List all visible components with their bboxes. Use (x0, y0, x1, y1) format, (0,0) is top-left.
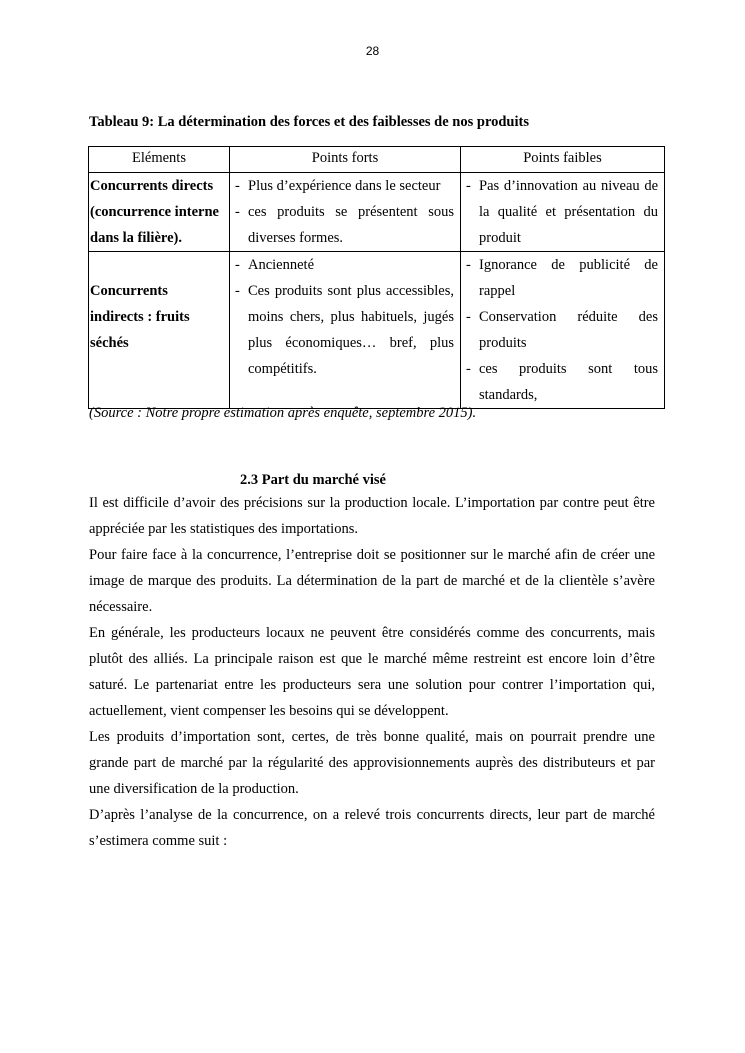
page-number: 28 (365, 44, 380, 58)
header-weaknesses: Points faibles (461, 147, 665, 173)
section-body (89, 490, 655, 854)
strength-item: - ces produits se présentent sous diverses formes. (230, 199, 454, 251)
table-source-note: (Source : Notre propre estimation après enquête, septembre 2015). (89, 405, 477, 421)
table-header-row (89, 147, 665, 173)
row-weaknesses-cell (461, 173, 665, 252)
weakness-item: - Ignorance de publicité de rappel (461, 252, 658, 304)
row-strengths-cell (230, 173, 461, 252)
table-caption: Tableau 9: La détermination des forces et des faiblesses de nos produits (89, 114, 529, 130)
table-row (89, 252, 665, 409)
paragraph: Pour faire face à la concurrence, l’entreprise doit se positionner sur le marché afin de créer une image de marque des produits. La détermination de la part de marché et de la clientèle s’avère nécessaire. (89, 547, 655, 615)
row-element-cell (89, 252, 230, 409)
row-element-label: Concurrents indirects : fruits séchés (90, 283, 190, 351)
strength-item: - Ces produits sont plus accessibles, moins chers, plus habituels, jugés plus économiques… bref, plus compétitifs. (230, 278, 454, 382)
table-row (89, 173, 665, 252)
strength-item: - Plus d’expérience dans le secteur (230, 173, 454, 199)
paragraph: Les produits d’importation sont, certes, de très bonne qualité, mais on pourrait prendre une grande part de marché par la régularité des approvisionnements auprès des distributeurs et par une diversification de la production. (89, 729, 655, 797)
row-weaknesses-cell (461, 252, 665, 409)
strengths-weaknesses-table (88, 146, 665, 409)
header-strengths: Points forts (230, 147, 461, 173)
row-element-label: Concurrents directs (concurrence interne dans la filière). (90, 178, 219, 246)
row-strengths-cell (230, 252, 461, 409)
section-title: 2.3 Part du marché visé (240, 472, 386, 488)
header-elements: Eléments (89, 147, 230, 173)
weakness-item: - ces produits sont tous standards, (461, 356, 658, 408)
weakness-item: - Conservation réduite des produits (461, 304, 658, 356)
weakness-item: - Pas d’innovation au niveau de la qualité et présentation du produit (461, 173, 658, 251)
row-element-cell (89, 173, 230, 252)
strength-item: - Ancienneté (230, 252, 454, 278)
paragraph: D’après l’analyse de la concurrence, on a relevé trois concurrents directs, leur part de marché s’estimera comme suit : (89, 807, 655, 849)
paragraph: Il est difficile d’avoir des précisions sur la production locale. L’importation par contre peut être appréciée par les statistiques des importations. (89, 495, 655, 537)
paragraph: En générale, les producteurs locaux ne peuvent être considérés comme des concurrents, mais plutôt des alliés. La principale raison est que le marché même restreint est encore loin d’être saturé. Le partenariat entre les producteurs sera une solution pour contrer l’importation qui, actuellement, vient compenser les besoins qui se développent. (89, 625, 655, 719)
